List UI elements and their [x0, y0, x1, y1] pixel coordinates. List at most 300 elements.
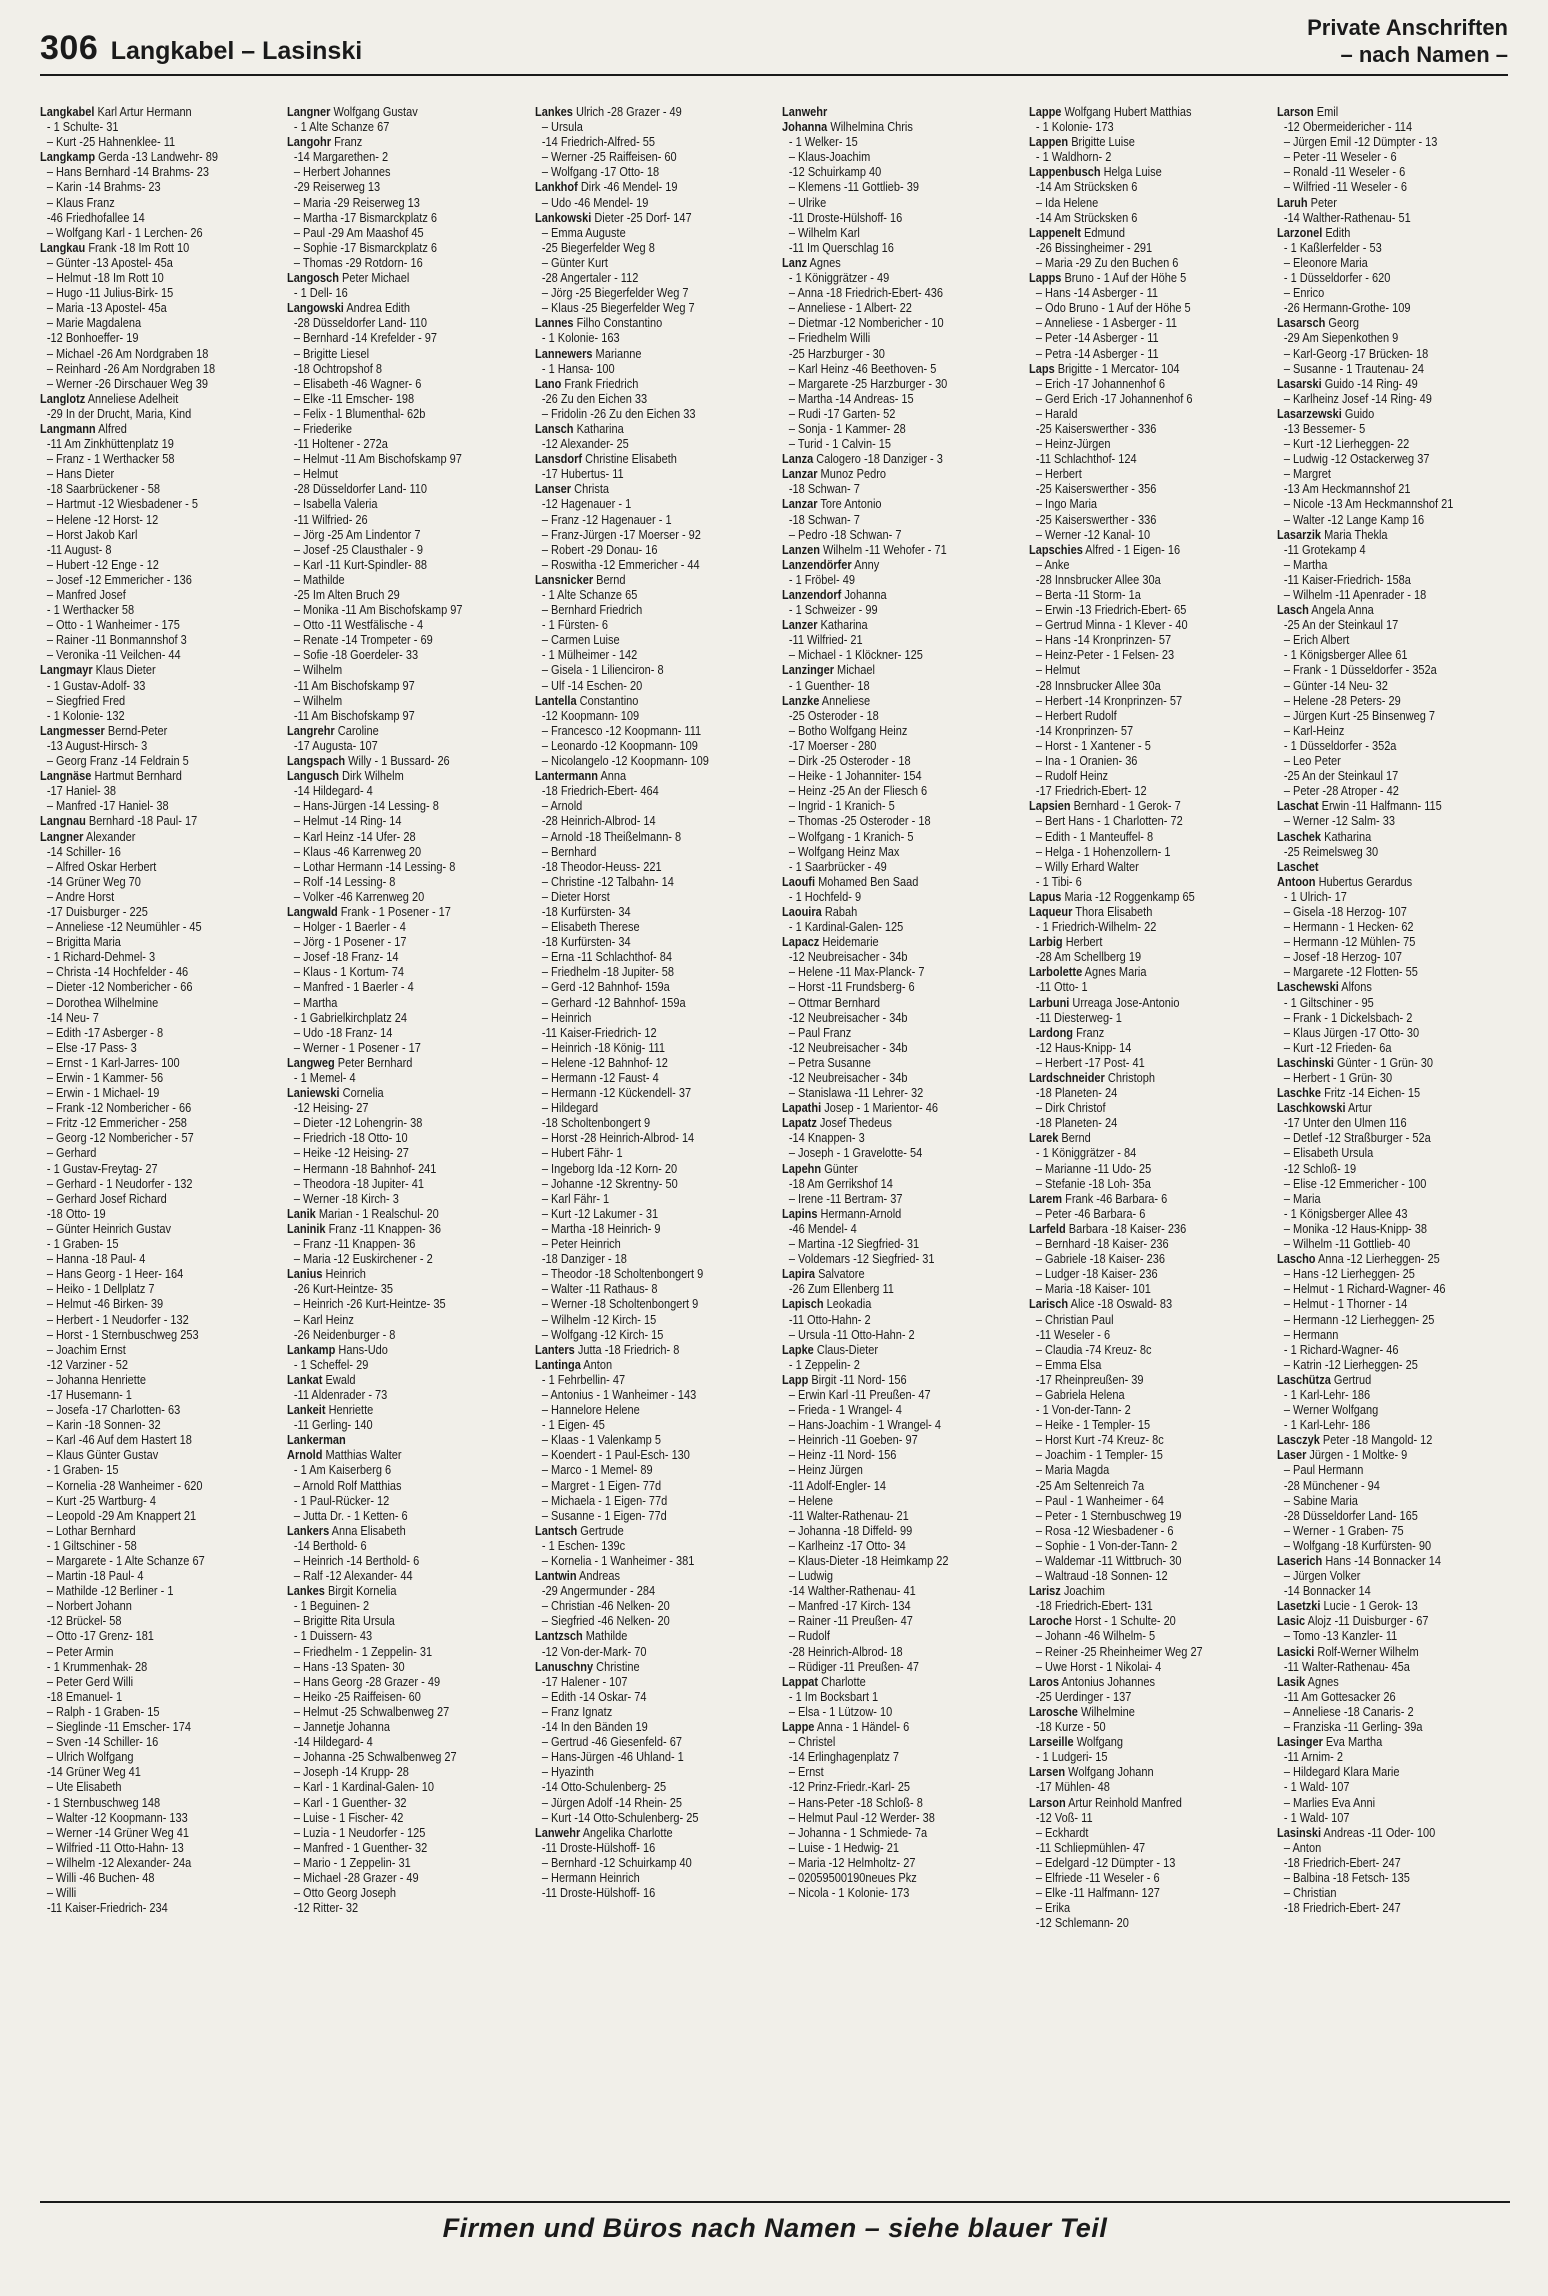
- directory-entry: – Hubert Fähr- 1: [541, 1145, 623, 1161]
- directory-entry: – Volker -46 Karrenweg 20: [294, 888, 425, 904]
- directory-entry: – Lothar Hermann -14 Lessing- 8: [294, 858, 456, 874]
- directory-entry: -17 Augusta- 107: [294, 737, 379, 753]
- directory-entry: -13 Bessemer- 5: [1283, 420, 1365, 436]
- directory-entry: -11 Adolf-Engler- 14: [788, 1477, 886, 1493]
- directory-entry: Langnäse Hartmut Bernhard: [40, 768, 182, 784]
- directory-entry: – Heinrich -14 Berthold- 6: [294, 1553, 420, 1568]
- directory-entry: Lasetzki Lucie - 1 Gerok- 13: [1276, 1598, 1418, 1614]
- directory-entry: -18 Kurze - 50: [1036, 1719, 1106, 1735]
- directory-entry: -29 Am Siepenkothen 9: [1283, 330, 1398, 346]
- directory-entry: – Hildegard Klara Marie: [1283, 1764, 1400, 1780]
- directory-entry: – Mathilde: [294, 571, 345, 587]
- directory-entry: – Irene -11 Bertram- 37: [788, 1190, 903, 1206]
- directory-entry: – Franziska -11 Gerling- 39a: [1283, 1719, 1423, 1735]
- directory-entry: – Joseph - 1 Gravelotte- 54: [788, 1145, 923, 1161]
- directory-entry: – Franz Ignatz: [541, 1703, 612, 1719]
- section-title-line1: Private Anschriften: [1307, 15, 1508, 40]
- directory-entry: – Werner -26 Dirschauer Weg 39: [46, 375, 208, 391]
- directory-entry: – Helmut -18 Im Rott 10: [46, 270, 164, 286]
- directory-entry: -11 Kaiser-Friedrich- 234: [46, 1900, 168, 1916]
- directory-entry: – Fritz -12 Emmericher - 258: [46, 1115, 187, 1131]
- directory-entry: Langlotz Anneliese Adelheit: [40, 390, 179, 406]
- directory-entry: – Franz - 1 Werthacker 58: [46, 451, 175, 467]
- directory-entry: – Waldemar -11 Wittbruch- 30: [1036, 1553, 1182, 1568]
- directory-entry: -11 Grotekamp 4: [1283, 541, 1366, 557]
- directory-entry: Larbig Herbert: [1029, 934, 1103, 950]
- directory-entry: – Balbina -18 Fetsch- 135: [1283, 1869, 1410, 1885]
- directory-entry: – Franz-Jürgen -17 Moerser - 92: [541, 526, 701, 542]
- footer-note: Firmen und Büros nach Namen – siehe blauer Teil: [40, 2201, 1510, 2244]
- directory-entry: – Kornelia - 1 Wanheimer - 381: [541, 1553, 695, 1568]
- directory-entry: -28 Angertaler - 112: [541, 270, 639, 286]
- directory-entry: – Peter Armin: [46, 1643, 114, 1659]
- directory-entry: – Karl-Georg -17 Brücken- 18: [1283, 345, 1428, 361]
- directory-entry: – Klaus-Joachim: [788, 149, 871, 165]
- directory-entry: -11 Diesterweg- 1: [1036, 1009, 1123, 1025]
- directory-entry: – Gerhard - 1 Neudorfer - 132: [46, 1175, 193, 1191]
- directory-entry: - 1 Düsseldorfer - 352a: [1283, 737, 1397, 753]
- directory-entry: – Werner -14 Grüner Weg 41: [46, 1824, 190, 1840]
- directory-entry: Lantella Constantino: [534, 692, 639, 708]
- directory-entry: – Paul Franz: [788, 1024, 852, 1040]
- directory-entry: Lapathi Josep - 1 Marientor- 46: [781, 1100, 938, 1116]
- directory-entry: - 1 Giltschiner - 95: [1283, 994, 1374, 1010]
- directory-entry: – Eckhardt: [1036, 1824, 1089, 1840]
- directory-entry: - 1 Memel- 4: [294, 1070, 356, 1085]
- directory-entry: – Friedrich -18 Otto- 10: [294, 1130, 408, 1146]
- directory-entry: – Sabine Maria: [1283, 1492, 1358, 1508]
- directory-entry: Lanters Jutta -18 Friedrich- 8: [534, 1341, 680, 1357]
- directory-entry: – Karl - 1 Guenther- 32: [294, 1794, 407, 1810]
- directory-entry: – Siegfried Fred: [46, 692, 126, 708]
- directory-entry: – Klaas - 1 Valenkamp 5: [541, 1432, 661, 1448]
- directory-entry: Langmann Alfred: [40, 420, 127, 436]
- directory-entry: Johanna Wilhelmina Chris: [781, 119, 913, 135]
- directory-entry: Laniewski Cornelia: [287, 1085, 384, 1101]
- directory-entry: – Karl-Heinz: [1283, 722, 1345, 738]
- directory-entry: – Bernhard Friedrich: [541, 602, 642, 618]
- directory-entry: – Walter -12 Lange Kamp 16: [1283, 511, 1424, 527]
- directory-entry: - 1 Königgrätzer - 49: [788, 270, 890, 286]
- directory-entry: – Voldemars -12 Siegfried- 31: [788, 1251, 935, 1267]
- directory-entry: -12 Koopmann- 109: [541, 707, 639, 723]
- directory-entry: – Otto -11 Westfälische - 4: [294, 617, 424, 633]
- directory-entry: - 1 Alte Schanze 67: [294, 119, 390, 135]
- directory-entry: – Edith - 1 Manteuffel- 8: [1036, 828, 1154, 844]
- directory-entry: – Werner Wolfgang: [1283, 1402, 1378, 1418]
- directory-entry: – Heinz -25 An der Fliesch 6: [788, 783, 928, 799]
- directory-entry: – Helga - 1 Hohenzollern- 1: [1036, 843, 1171, 859]
- directory-entry: -14 In den Bänden 19: [541, 1719, 648, 1735]
- directory-entry: -11 Aldenrader - 73: [294, 1386, 388, 1402]
- directory-entry: – Martha -14 Andreas- 15: [788, 390, 914, 406]
- directory-entry: Langner Alexander: [40, 828, 136, 844]
- directory-entry: – Detlef -12 Straßburger - 52a: [1283, 1130, 1431, 1146]
- column-5: [1029, 104, 1262, 2180]
- directory-entry: – Jannetje Johanna: [294, 1719, 391, 1735]
- directory-entry: – Elisabeth Ursula: [1283, 1145, 1373, 1161]
- directory-entry: – Maria -13 Apostel- 45a: [46, 300, 167, 316]
- directory-entry: Lapsien Bernhard - 1 Gerok- 7: [1029, 798, 1182, 814]
- directory-entry: – Friedhelm Willi: [788, 330, 871, 346]
- directory-entry: Lasicki Rolf-Werner Wilhelm: [1276, 1643, 1419, 1659]
- directory-entry: – Dieter Horst: [541, 888, 610, 904]
- directory-entry: - 1 Graben- 15: [46, 1236, 119, 1252]
- directory-entry: – Erwin - 1 Kammer- 56: [46, 1070, 164, 1085]
- directory-entry: – Pedro -18 Schwan- 7: [788, 526, 902, 542]
- directory-entry: -18 Friedrich-Ebert- 131: [1036, 1598, 1154, 1614]
- directory-entry: – Willi: [46, 1885, 77, 1901]
- directory-entry: Lasarski Guido -14 Ring- 49: [1276, 375, 1418, 391]
- directory-entry: – Günter -13 Apostel- 45a: [46, 254, 173, 270]
- directory-entry: -25 Im Alten Bruch 29: [294, 587, 401, 602]
- directory-entry: -11 Holtener - 272a: [294, 436, 389, 452]
- directory-entry: – Ludwig -12 Ostackerweg 37: [1283, 451, 1430, 467]
- directory-entry: – Udo -46 Mendel- 19: [541, 194, 648, 210]
- directory-entry: – Ernst - 1 Karl-Jarres- 100: [46, 1054, 180, 1070]
- directory-entry: – Gerhard: [46, 1145, 97, 1161]
- directory-entry: – Ralph - 1 Graben- 15: [46, 1703, 160, 1719]
- directory-entry: - 1 Welker- 15: [788, 134, 858, 150]
- directory-entry: – Peter -14 Asberger - 11: [1036, 330, 1159, 346]
- directory-entry: -17 Halener - 107: [541, 1673, 628, 1689]
- directory-entry: – Arnold -18 Theißelmann- 8: [541, 828, 681, 844]
- directory-entry: -18 Friedrich-Ebert- 247: [1283, 1900, 1401, 1916]
- directory-entry: – Frank -12 Nombericher - 66: [46, 1100, 192, 1116]
- directory-entry: – Gabriele -18 Kaiser- 236: [1036, 1251, 1166, 1267]
- directory-entry: Lapke Claus-Dieter: [781, 1341, 879, 1357]
- directory-entry: – Herbert Rudolf: [1036, 707, 1117, 723]
- directory-entry: – Dorothea Wilhelmine: [46, 994, 159, 1010]
- directory-entry: - 1 Kaßlerfelder - 53: [1283, 239, 1382, 255]
- directory-entry: -25 Osteroder - 18: [788, 707, 879, 723]
- directory-entry: -14 Walther-Rathenau- 41: [788, 1583, 916, 1599]
- directory-entry: Laninik Franz -11 Knappen- 36: [287, 1220, 442, 1236]
- directory-entry: – Hannelore Helene: [541, 1402, 640, 1418]
- directory-entry: – Ingrid - 1 Kranich- 5: [788, 798, 895, 814]
- directory-entry: Langkabel Karl Artur Hermann: [40, 104, 192, 119]
- directory-entry: -12 Bonhoeffer- 19: [46, 330, 139, 346]
- directory-entry: – Gisela -18 Herzog- 107: [1283, 903, 1407, 919]
- directory-entry: Larbuni Urreaga Jose-Antonio: [1029, 994, 1180, 1010]
- directory-entry: – Maria -18 Kaiser- 101: [1036, 1281, 1152, 1297]
- directory-entry: -18 Kurfürsten- 34: [541, 903, 631, 919]
- directory-entry: Lankeit Henriette: [287, 1402, 374, 1418]
- directory-entry: -12 Schloß- 19: [1283, 1160, 1356, 1176]
- directory-entry: Lanzen Wilhelm -11 Wehofer - 71: [781, 541, 947, 557]
- directory-entry: - 1 Tibi- 6: [1036, 873, 1083, 889]
- directory-entry: – Hyazinth: [541, 1764, 594, 1780]
- directory-entry: - 1 Düsseldorfer - 620: [1283, 270, 1390, 286]
- directory-entry: – Helmut -11 Am Bischofskamp 97: [294, 451, 463, 467]
- directory-entry: -14 Margarethen- 2: [294, 149, 389, 165]
- directory-entry: - 1 Hochfeld- 9: [788, 888, 862, 904]
- directory-entry: – Karl Heinz -14 Ufer- 28: [294, 828, 416, 844]
- directory-entry: - 1 Am Kaiserberg 6: [294, 1462, 392, 1478]
- directory-entry: Langmayr Klaus Dieter: [40, 662, 156, 678]
- directory-entry: – Hans -13 Spaten- 30: [294, 1658, 405, 1674]
- directory-entry: – Friedhelm - 1 Zeppelin- 31: [294, 1643, 433, 1659]
- directory-entry: – Stefanie -18 Loh- 35a: [1036, 1175, 1152, 1191]
- directory-entry: – Karl Heinz: [294, 1311, 355, 1327]
- directory-entry: -12 Schuirkamp 40: [788, 164, 882, 180]
- directory-entry: Lankamp Hans-Udo: [287, 1341, 389, 1357]
- directory-entry: -12 Neubreisacher - 34b: [788, 949, 908, 965]
- directory-entry: – Jutta Dr. - 1 Ketten- 6: [294, 1507, 408, 1523]
- directory-entry: – Günter Heinrich Gustav: [46, 1220, 172, 1236]
- directory-entry: – Theodor -18 Scholtenbongert 9: [541, 1266, 703, 1282]
- directory-entry: Lasch Angela Anna: [1276, 602, 1374, 618]
- directory-entry: – Margarete -12 Flotten- 55: [1283, 964, 1418, 980]
- directory-entry: -18 Scholtenbongert 9: [541, 1115, 650, 1131]
- directory-entry: – Manfred - 1 Guenther- 32: [294, 1839, 428, 1855]
- directory-entry: – Joseph -14 Krupp- 28: [294, 1764, 410, 1780]
- directory-entry: Larosche Wilhelmine: [1029, 1703, 1136, 1719]
- directory-entry: - 1 Beguinen- 2: [294, 1598, 370, 1614]
- directory-entry: Larsen Wolfgang Johann: [1029, 1764, 1154, 1780]
- directory-entry: – Manfred -17 Haniel- 38: [46, 798, 169, 814]
- directory-entry: Langner Wolfgang Gustav: [287, 104, 419, 119]
- directory-entry: - 1 Fürsten- 6: [541, 617, 608, 633]
- directory-entry: – Edelgard -12 Dümpter - 13: [1036, 1854, 1176, 1870]
- directory-entry: – Gerhard Josef Richard: [46, 1190, 167, 1206]
- directory-entry: – Heinrich -18 König- 111: [541, 1039, 665, 1055]
- directory-entry: -14 Berthold- 6: [294, 1537, 368, 1553]
- directory-entry: - 1 Duissern- 43: [294, 1628, 373, 1644]
- directory-entry: – Helmut - 1 Richard-Wagner- 46: [1283, 1281, 1446, 1297]
- directory-entry: – Wilfried -11 Otto-Hahn- 13: [46, 1839, 184, 1855]
- directory-entry: – Udo -18 Franz- 14: [294, 1024, 393, 1040]
- directory-entry: – Ida Helene: [1036, 194, 1099, 210]
- directory-entry: – Wilhelm -11 Gottlieb- 40: [1283, 1236, 1410, 1252]
- directory-entry: -13 August-Hirsch- 3: [46, 737, 148, 753]
- directory-entry: - 1 Kolonie- 132: [46, 707, 125, 723]
- directory-entry: -14 Hildegard- 4: [294, 1734, 374, 1750]
- directory-entry: – Dirk -25 Osteroder - 18: [788, 753, 911, 769]
- section-title: [1307, 14, 1508, 68]
- directory-entry: - 1 Mülheimer - 142: [541, 647, 637, 663]
- directory-entry: – Thomas -29 Rotdorn- 16: [294, 254, 424, 270]
- directory-entry: -11 Walter-Rathenau- 45a: [1283, 1658, 1410, 1674]
- directory-entry: -28 Düsseldorfer Land- 110: [294, 315, 428, 331]
- directory-entry: – Willy Erhard Walter: [1036, 858, 1140, 874]
- directory-entry: – Hans Georg - 1 Heer- 164: [46, 1266, 184, 1282]
- directory-entry: - 1 Krummenhak- 28: [46, 1658, 148, 1674]
- directory-entry: – Wolfgang Heinz Max: [788, 843, 900, 859]
- directory-entry: Langnau Bernhard -18 Paul- 17: [40, 813, 198, 829]
- directory-entry: Lappat Charlotte: [781, 1673, 866, 1689]
- directory-entry: – Friedhelm -18 Jupiter- 58: [541, 964, 674, 980]
- directory-columns: [40, 104, 1510, 2180]
- directory-entry: - 1 Königgrätzer - 84: [1036, 1145, 1137, 1161]
- directory-entry: Lanwehr: [781, 104, 828, 119]
- directory-entry: – Emma Auguste: [541, 224, 626, 240]
- directory-entry: – Josef -18 Franz- 14: [294, 949, 399, 965]
- directory-entry: – Rudolf Heinz: [1036, 768, 1109, 784]
- directory-entry: – Heinz -11 Nord- 156: [788, 1447, 897, 1463]
- directory-entry: – Rudi -17 Garten- 52: [788, 405, 896, 421]
- directory-entry: – Helmut -46 Birken- 39: [46, 1296, 164, 1312]
- directory-entry: – Martha -17 Bismarckplatz 6: [294, 209, 438, 225]
- directory-entry: -18 Planeten- 24: [1036, 1085, 1118, 1101]
- directory-entry: – Gabriela Helena: [1036, 1386, 1125, 1402]
- directory-entry: – Horst -28 Heinrich-Albrod- 14: [541, 1130, 694, 1146]
- directory-entry: – Michael -28 Grazer - 49: [294, 1869, 419, 1885]
- directory-entry: – Joachim Ernst: [46, 1341, 126, 1357]
- directory-entry: – Enrico: [1283, 285, 1324, 301]
- directory-entry: – Harald: [1036, 405, 1078, 421]
- directory-entry: – Elfriede -11 Weseler - 6: [1036, 1869, 1160, 1885]
- directory-entry: – Kurt -12 Frieden- 6a: [1283, 1039, 1392, 1055]
- directory-entry: Langweg Peter Bernhard: [287, 1054, 413, 1070]
- directory-entry: – Martha: [1283, 556, 1327, 572]
- directory-entry: – Hermann -18 Bahnhof- 241: [294, 1160, 437, 1176]
- directory-entry: – Herbert -14 Kronprinzen- 57: [1036, 692, 1183, 708]
- directory-entry: – Horst - 1 Sternbuschweg 253: [46, 1326, 199, 1342]
- directory-entry: – Gertrud -46 Giesenfeld- 67: [541, 1734, 682, 1750]
- directory-entry: -11 Wilfried- 26: [294, 511, 369, 527]
- directory-entry: – Karl - 1 Kardinal-Galen- 10: [294, 1779, 435, 1795]
- directory-entry: – Helmut Paul -12 Werder- 38: [788, 1809, 935, 1825]
- directory-entry: – Andre Horst: [46, 888, 115, 904]
- directory-entry: – Paul -29 Am Maashof 45: [294, 224, 424, 240]
- directory-entry: – Dieter -12 Lohengrin- 38: [294, 1115, 423, 1131]
- directory-entry: - 1 Kolonie- 163: [541, 330, 620, 346]
- directory-entry: -11 Am Bischofskamp 97: [294, 677, 416, 693]
- directory-entry: – Hans -14 Kronprinzen- 57: [1036, 632, 1172, 648]
- directory-entry: – Horst - 1 Xantener - 5: [1036, 737, 1152, 753]
- directory-entry: – Anton: [1283, 1839, 1321, 1855]
- directory-entry: - 1 Königsberger Allee 43: [1283, 1205, 1408, 1221]
- directory-entry: – Heinz-Jürgen: [1036, 436, 1111, 452]
- directory-entry: - 1 Richard-Wagner- 46: [1283, 1341, 1399, 1357]
- directory-entry: -28 Heinrich-Albrod- 14: [541, 813, 656, 829]
- directory-entry: -14 Hildegard- 4: [294, 783, 374, 799]
- directory-entry: -14 Otto-Schulenberg- 25: [541, 1779, 666, 1795]
- directory-entry: – Hans -14 Asberger - 11: [1036, 285, 1159, 301]
- directory-entry: – Arnold: [541, 798, 582, 814]
- directory-entry: Lappe Wolfgang Hubert Matthias: [1029, 104, 1192, 119]
- directory-entry: – Christian -46 Nelken- 20: [541, 1598, 670, 1614]
- directory-entry: – Rosa -12 Wiesbadener - 6: [1036, 1522, 1174, 1538]
- directory-entry: – Hans-Jürgen -46 Uhland- 1: [541, 1749, 684, 1765]
- directory-entry: Lardong Franz: [1029, 1024, 1105, 1040]
- directory-entry: Lapps Bruno - 1 Auf der Höhe 5: [1029, 270, 1187, 286]
- directory-entry: -25 Biegerfelder Weg 8: [541, 239, 655, 255]
- directory-entry: – Hans Georg -28 Grazer - 49: [294, 1673, 441, 1689]
- directory-entry: -11 Otto-Hahn- 2: [788, 1311, 871, 1327]
- directory-entry: – Klaus Franz: [46, 194, 115, 210]
- directory-entry: – Johann -46 Wilhelm- 5: [1036, 1628, 1156, 1644]
- directory-entry: – Kurt -12 Lierheggen- 22: [1283, 436, 1409, 452]
- directory-entry: -28 Heinrich-Albrod- 18: [788, 1643, 903, 1659]
- directory-entry: -11 Am Gottesacker 26: [1283, 1688, 1396, 1704]
- directory-entry: -14 Schiller- 16: [46, 843, 121, 859]
- directory-entry: – Dietmar -12 Nombericher - 10: [788, 315, 944, 331]
- directory-entry: – Ute Elisabeth: [46, 1779, 122, 1795]
- directory-entry: – Elke -11 Emscher- 198: [294, 390, 415, 406]
- directory-entry: – Herbert - 1 Grün- 30: [1283, 1070, 1392, 1085]
- directory-entry: Lanzer Katharina: [781, 617, 868, 633]
- directory-entry: – Jörg - 1 Posener - 17: [294, 934, 407, 950]
- directory-entry: – Erwin - 1 Michael- 19: [46, 1085, 160, 1101]
- directory-entry: – Botho Wolfgang Heinz: [788, 722, 908, 738]
- directory-entry: – Willi -46 Buchen- 48: [46, 1869, 155, 1885]
- directory-entry: – Petra Susanne: [788, 1054, 871, 1070]
- directory-entry: – Ursula: [541, 119, 583, 135]
- directory-entry: - 1 Königsberger Allee 61: [1283, 647, 1408, 663]
- directory-entry: – Heike - 1 Johanniter- 154: [788, 768, 922, 784]
- directory-entry: -12 Heising- 27: [294, 1100, 369, 1116]
- directory-entry: Lanzar Munoz Pedro: [781, 466, 886, 482]
- directory-entry: – Hans Dieter: [46, 466, 115, 482]
- directory-entry: Lannes Filho Constantino: [534, 315, 662, 331]
- directory-entry: – Wolfgang Karl - 1 Lerchen- 26: [46, 224, 203, 240]
- directory-entry: – Paul Hermann: [1283, 1462, 1364, 1478]
- directory-entry: Larisz Joachim: [1029, 1583, 1106, 1599]
- directory-entry: – Margret: [1283, 466, 1331, 482]
- directory-entry: Lapatz Josef Thedeus: [781, 1115, 892, 1131]
- directory-entry: -14 Am Strücksken 6: [1036, 179, 1138, 195]
- directory-entry: – Franz -12 Hagenauer - 1: [541, 511, 672, 527]
- directory-entry: – Kurt -14 Otto-Schulenberg- 25: [541, 1809, 699, 1825]
- directory-entry: – Ulf -14 Eschen- 20: [541, 677, 642, 693]
- directory-entry: – Christian: [1283, 1885, 1337, 1901]
- directory-entry: -11 August- 8: [46, 541, 112, 557]
- directory-entry: – Günter -14 Neu- 32: [1283, 677, 1388, 693]
- directory-entry: Laserich Hans -14 Bonnacker 14: [1276, 1553, 1441, 1568]
- directory-entry: – Reiner -25 Rheinheimer Weg 27: [1036, 1643, 1204, 1659]
- directory-entry: – Isabella Valeria: [294, 496, 378, 512]
- directory-entry: -14 Friedrich-Alfred- 55: [541, 134, 655, 150]
- directory-entry: -18 Schwan- 7: [788, 511, 860, 527]
- directory-entry: Lasinger Eva Martha: [1276, 1734, 1382, 1750]
- directory-entry: Laros Antonius Johannes: [1029, 1673, 1156, 1689]
- directory-entry: -25 Uerdinger - 137: [1036, 1688, 1132, 1704]
- directory-entry: Larisch Alice -18 Oswald- 83: [1029, 1296, 1173, 1312]
- directory-entry: – Brigitta Maria: [46, 934, 121, 950]
- directory-entry: Langrehr Caroline: [287, 722, 380, 738]
- directory-entry: Lasic Alojz -11 Duisburger - 67: [1276, 1613, 1429, 1629]
- directory-entry: – Karl -11 Kurt-Spindler- 88: [294, 556, 428, 572]
- directory-entry: -18 Theodor-Heuss- 221: [541, 858, 662, 874]
- running-head: Langkabel – Lasinski: [110, 37, 363, 65]
- directory-entry: – Ulrich Wolfgang: [46, 1749, 134, 1765]
- directory-entry: Laoufi Mohamed Ben Saad: [781, 873, 919, 889]
- directory-entry: – Maria -29 Reiserweg 13: [294, 194, 421, 210]
- directory-entry: – Uwe Horst - 1 Nikolai- 4: [1036, 1658, 1162, 1674]
- directory-entry: – Erika: [1036, 1900, 1071, 1916]
- directory-entry: – Hubert -12 Enge - 12: [46, 556, 159, 572]
- directory-entry: -14 Am Strücksken 6: [1036, 209, 1138, 225]
- directory-entry: Lasik Agnes: [1276, 1673, 1339, 1689]
- directory-entry: – Heinrich -11 Goeben- 97: [788, 1432, 918, 1448]
- directory-entry: -26 Kurt-Heintze- 35: [294, 1281, 394, 1297]
- directory-entry: – Anneliese - 1 Albert- 22: [788, 300, 912, 316]
- directory-entry: -12 Alexander- 25: [541, 436, 629, 452]
- directory-entry: -12 Ritter- 32: [294, 1900, 359, 1916]
- directory-entry: – Leopold -29 Am Knappert 21: [46, 1507, 197, 1523]
- directory-entry: – Otto Georg Joseph: [294, 1885, 397, 1901]
- directory-entry: -11 Schliepmühlen- 47: [1036, 1839, 1146, 1855]
- directory-entry: Lankat Ewald: [287, 1371, 356, 1387]
- directory-entry: - 1 Schweizer - 99: [788, 602, 878, 618]
- directory-entry: -18 Otto- 19: [46, 1205, 106, 1221]
- directory-entry: – Anneliese -18 Canaris- 2: [1283, 1703, 1414, 1719]
- directory-entry: - 1 Friedrich-Wilhelm- 22: [1036, 919, 1157, 935]
- directory-entry: – Sophie -17 Bismarckplatz 6: [294, 239, 438, 255]
- directory-entry: - 1 Paul-Rücker- 12: [294, 1492, 390, 1508]
